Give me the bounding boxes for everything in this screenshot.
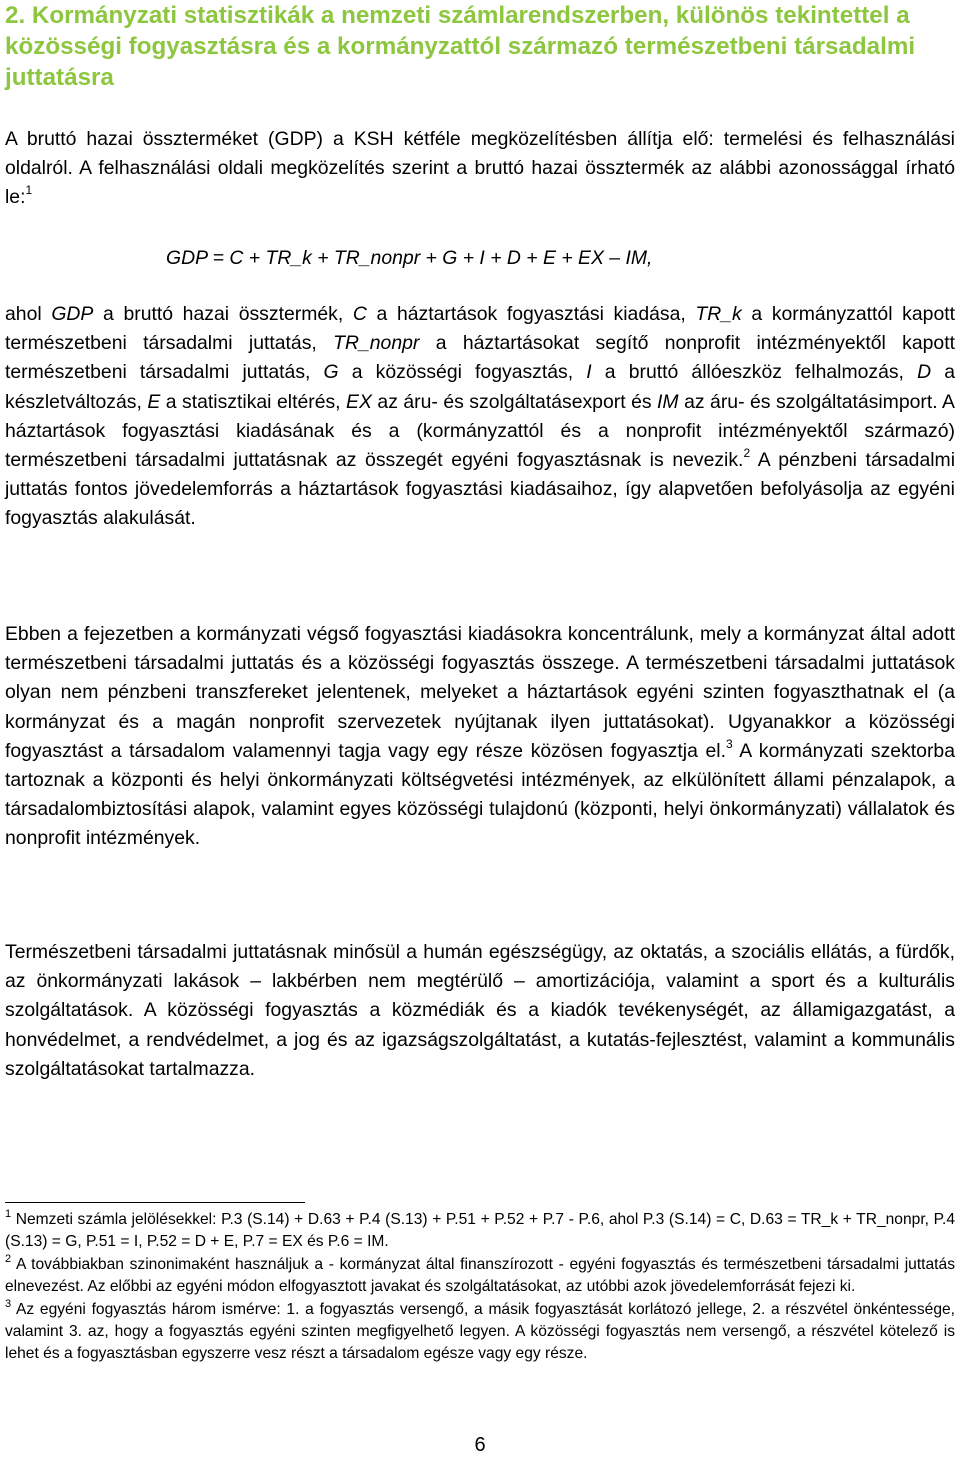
paragraph-social-transfers: Természetbeni társadalmi juttatásnak minősül a humán egészségügy, az oktatás, a szociális ellátás, a fürdők, az önkormányzati lakások – lakbérben nem megtérülő – amortizációja, valamint a sport és a kulturális szolgáltatások. A közösségi fogyasztás a közmédiák és a kiadók tevékenységét, az államigazgatást, a honvédelmet, a rendvédelmet, a jog és az igazságszolgáltatást, a kutatás-fejlesztést, valamint a kommunális szolgáltatásokat tartalmazza. bbox=[5, 941, 955, 1080]
text-span: a bruttó állóeszköz felhalmozás, bbox=[591, 361, 918, 384]
variable-d: D bbox=[917, 361, 932, 384]
gdp-formula: GDP = C + TR_k + TR_nonpr + G + I + D + E + EX – IM, bbox=[166, 247, 653, 269]
footnote-ref-1[interactable]: 1 bbox=[25, 183, 33, 198]
text-span: Ebben a fejezetben a kormányzati végső fogyasztási kiadásokra koncentrálunk, mely a kormányzat által adott természetbeni társadalmi juttatás és a közösségi fogyasztás összege. A természetbeni társadalmi juttatások olyan nem pénzbeni transzfereket jelentenek, melyeket a háztartások egyéni szinten fogyaszthatnak el (a kormányzat és a magán nonprofit szervezetek nyújtanak ilyen juttatásokat). Ugyanakkor a közösségi fogyasztást a társadalom valamennyi tagja vagy egy része közösen fogyasztja el. bbox=[5, 623, 955, 762]
footnote-text: Az egyéni fogyasztás három ismérve: 1. a fogyasztás versengő, a másik fogyasztását korlátozó jellege, 2. a részvétel önkéntessége, valamint 3. az, hogy a fogyasztás egyéni szinten megfigyelhető legyen. A közösségi fogyasztás nem versengő, a részvétel kötelező is lehet és a fogyasztásban egyszerre vesz részt a társadalom egésze vagy egy része. bbox=[5, 1300, 955, 1363]
footnotes bbox=[5, 1209, 955, 1366]
text-span: a háztartások fogyasztási kiadása, bbox=[366, 303, 696, 325]
variable-ex: EX bbox=[346, 390, 372, 413]
footnote-1 bbox=[5, 1209, 955, 1254]
text-span: a készletváltozás, bbox=[5, 361, 956, 413]
section-heading: 2. Kormányzati statisztikák a nemzeti számlarendszerben, különös tekintettel a közösségi fogyasztásra és a kormányzattól származó természetbeni társadalmi juttatásra bbox=[5, 2, 916, 91]
text-span: az áru- és szolgáltatásimport. A háztartások fogyasztási kiadásának és a (kormányzattól és a nonprofit intézményektől származó) természetbeni társadalmi juttatásnak az összegét egyéni fogyasztásnak is nevezik. bbox=[5, 390, 955, 472]
variable-tr-k: TR_k bbox=[695, 303, 742, 325]
text-span: a kormányzattól kapott természetbeni társadalmi juttatás, bbox=[5, 303, 955, 355]
variable-e: E bbox=[147, 390, 161, 413]
footnote-number: 2 bbox=[5, 1252, 12, 1265]
footnote-ref-2[interactable]: 2 bbox=[743, 446, 751, 461]
footnote-2 bbox=[5, 1254, 955, 1299]
footnote-3 bbox=[5, 1299, 955, 1366]
variable-im: IM bbox=[657, 390, 679, 413]
text-span: A kormányzati szektorba tartoznak a központi és helyi önkormányzati költségvetési intézmények, az elkülönített állami pénzalapok, a társadalombiztosítási alapok, valamint egyes közösségi tulajdonú (központi, helyi önkormányzati) vállalatok és nonprofit intézmények. bbox=[5, 739, 955, 850]
footnote-number: 3 bbox=[5, 1297, 12, 1310]
paragraph-intro-text: A bruttó hazai összterméket (GDP) a KSH kétféle megközelítésben állítja elő: termelési és felhasználási oldalról. A felhasználási oldali megközelítés szerint a bruttó hazai össztermék az alábbi azonossággal írható le: bbox=[5, 128, 955, 209]
footnote-ref-3[interactable]: 3 bbox=[725, 736, 733, 751]
variable-tr-nonpr: TR_nonpr bbox=[333, 332, 420, 355]
variable-gdp: GDP bbox=[51, 303, 94, 325]
text-span: az áru- és szolgáltatásexport és bbox=[371, 390, 658, 413]
footnote-divider bbox=[5, 1202, 305, 1203]
text-span: a bruttó hazai össztermék, bbox=[93, 303, 353, 325]
variable-g: G bbox=[323, 361, 339, 384]
text-span: a háztartásokat segítő nonprofit intézményektől kapott természetbeni társadalmi juttatás, bbox=[5, 332, 955, 384]
variable-i: I bbox=[586, 361, 592, 384]
page-number: 6 bbox=[474, 1434, 486, 1456]
footnote-text: Nemzeti számla jelölésekkel: P.3 (S.14) + D.63 + P.4 (S.13) + P.51 + P.52 + P.7 - P.6, ahol P.3 (S.14) = C, D.63 = TR_k + TR_nonpr, P.4 (S.13) = G, P.51 = I, P.52 = D + E, P.7 = EX és P.6 = IM. bbox=[5, 1211, 955, 1251]
text-span: A pénzbeni társadalmi juttatás fontos jövedelemforrás a háztartások fogyasztási kiadásaihoz, így alapvetően befolyásolja az egyéni fogyasztás alakulását. bbox=[5, 449, 956, 530]
paragraph-definitions bbox=[5, 300, 955, 534]
footnote-number: 1 bbox=[5, 1208, 12, 1220]
paragraph-government-consumption bbox=[5, 620, 955, 854]
text-span: a közösségi fogyasztás, bbox=[338, 361, 587, 384]
text-span: ahol bbox=[5, 303, 52, 325]
text-span: a statisztikai eltérés, bbox=[160, 390, 347, 413]
paragraph-intro bbox=[5, 125, 955, 213]
footnote-text: A továbbiakban szinonimaként használjuk a - kormányzat által finanszírozott - egyéni fogyasztás és természetbeni társadalmi juttatás elnevezést. Az előbbi az egyéni módon elfogyasztott javakat és szolgáltatásokat, az utóbbi azok jövedelemforrását fejezi ki. bbox=[5, 1255, 955, 1296]
variable-c: C bbox=[352, 303, 367, 325]
